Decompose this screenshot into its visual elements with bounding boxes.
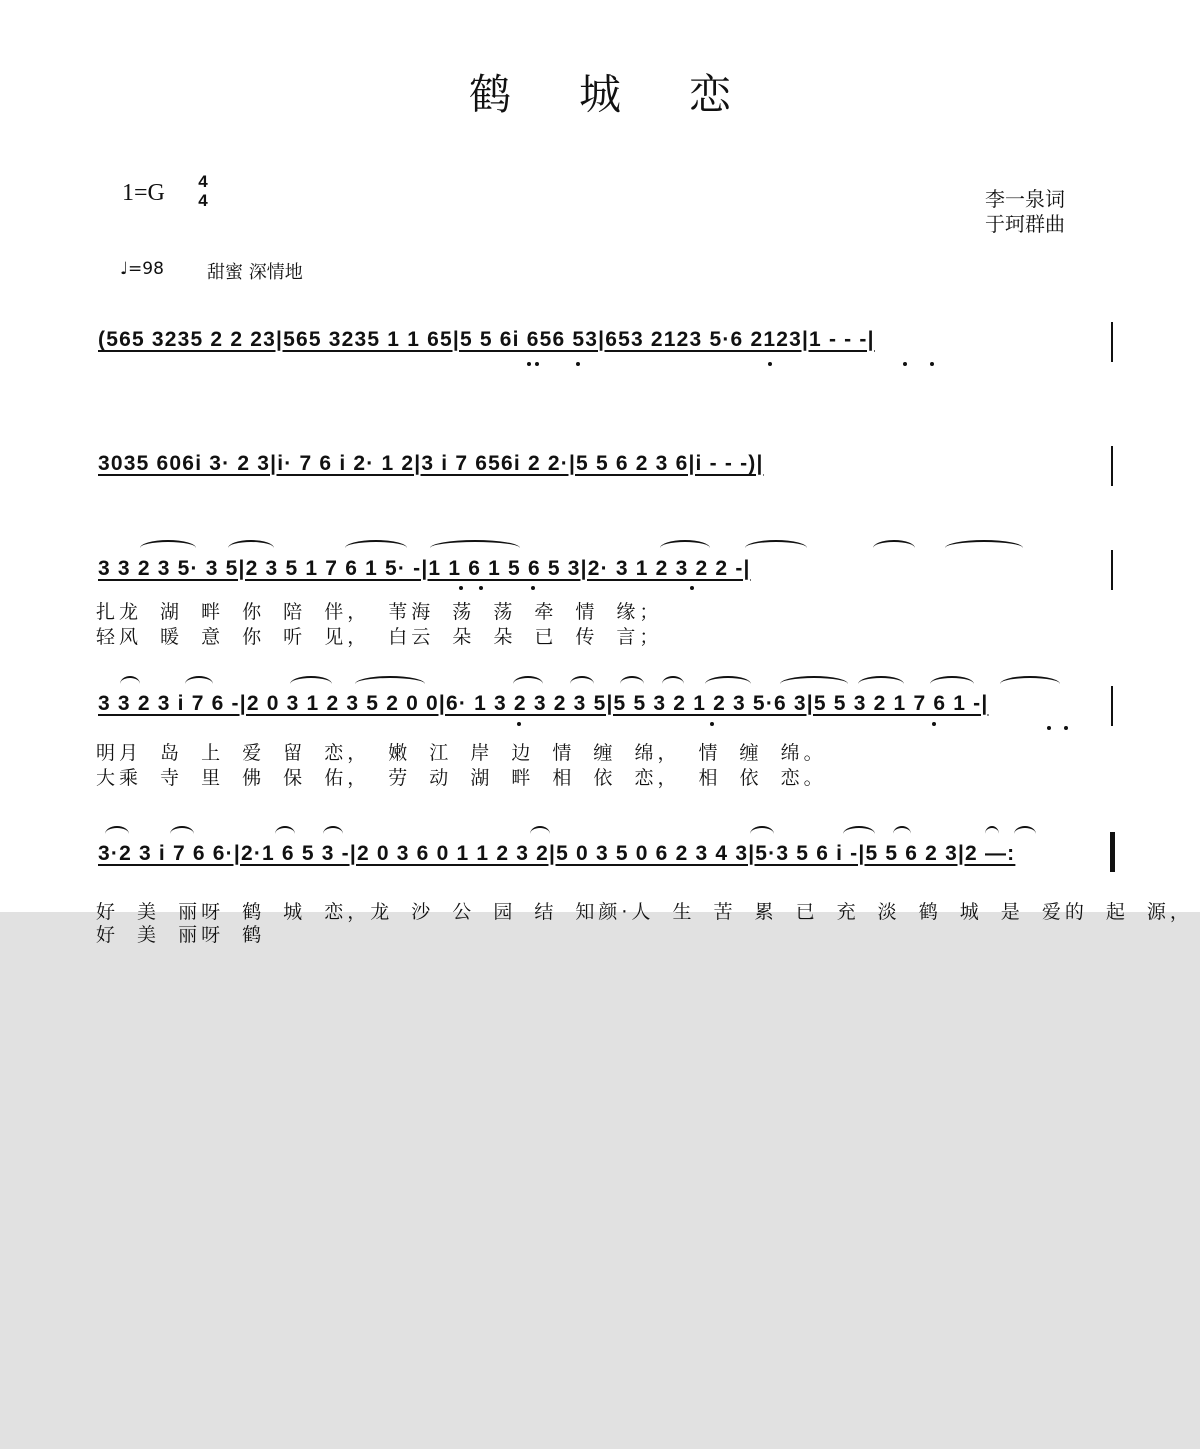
slur-mark — [290, 676, 332, 692]
slur-mark — [745, 540, 807, 556]
slur-mark — [120, 676, 140, 692]
song-title: 鹤城恋 — [468, 70, 799, 119]
slur-mark — [945, 540, 1023, 556]
octave-dot — [930, 362, 934, 366]
lyric-line-4-verse-2: 大乘 寺 里 佛 保 佑， 劳 动 湖 畔 相 依 恋， 相 依 恋。 — [96, 767, 827, 789]
lyric-line-3-verse-1: 扎龙 湖 畔 你 陪 伴， 苇海 荡 荡 牵 情 缘； — [96, 601, 663, 623]
barline — [1111, 446, 1113, 486]
octave-dot — [1047, 726, 1051, 730]
lyric-line-3-verse-2: 轻风 暖 意 你 听 见， 白云 朵 朵 已 传 言； — [96, 626, 663, 648]
octave-dot — [932, 722, 936, 726]
octave-dot — [576, 362, 580, 366]
octave-dot — [479, 586, 483, 590]
slur-mark — [185, 676, 213, 692]
expression-marking: 甜蜜 深情地 — [207, 262, 303, 283]
slur-mark — [750, 826, 774, 842]
slur-mark — [345, 540, 407, 556]
octave-dot — [690, 586, 694, 590]
time-signature — [192, 172, 214, 210]
notation-line-3: 3 3 2 3 5· 3 5|2 3 5 1 7 6 1 5· -|1 1 6 1 5 6 5 3|2· 3 1 2 3 2 2 -| — [98, 557, 751, 580]
slur-mark — [1000, 676, 1060, 692]
slur-mark — [530, 826, 550, 842]
slur-mark — [228, 540, 274, 556]
slur-mark — [140, 540, 196, 556]
notation-line-1: (565 3235 2 2 23|565 3235 1 1 65|5 5 6i 656 53|653 2123 5·6 2123|1 - - -| — [98, 328, 875, 351]
octave-dot — [1064, 726, 1068, 730]
octave-dot — [768, 362, 772, 366]
octave-dot — [459, 586, 463, 590]
slur-mark — [780, 676, 848, 692]
barline — [1111, 686, 1113, 726]
octave-dot — [527, 362, 531, 366]
slur-mark — [985, 826, 999, 842]
notation-line-5: 3·2 3 i 7 6 6·|2·1 6 5 3 -|2 0 3 6 0 1 1 2 3 2|5 0 3 5 0 6 2 3 4 3|5·3 5 6 i -|5 5 6 2 3|2 —: — [98, 842, 1016, 865]
slur-mark — [930, 676, 974, 692]
slur-mark — [843, 826, 875, 842]
time-signature-bottom: 4 — [198, 191, 208, 210]
slur-mark — [570, 676, 594, 692]
lyric-line-5-verse-2: 好 美 丽呀 鹤 — [96, 924, 266, 946]
notation-line-4: 3 3 2 3 i 7 6 -|2 0 3 1 2 3 5 2 0 0|6· 1 3 2 3 2 3 5|5 5 3 2 1 2 3 5·6 3|5 5 3 2 1 7 6 1 -| — [98, 692, 989, 715]
slur-mark — [620, 676, 644, 692]
slur-mark — [1014, 826, 1036, 842]
slur-mark — [513, 676, 543, 692]
slur-mark — [705, 676, 751, 692]
lyric-line-5-verse-1: 好 美 丽呀 鹤 城 恋，龙 沙 公 园 结 知颜·人 生 苦 累 已 充 淡 鹤 城 是 爱的 起 源， — [96, 901, 1193, 923]
octave-dot — [903, 362, 907, 366]
final-barline — [1110, 832, 1115, 872]
time-signature-top: 4 — [198, 172, 208, 191]
slur-mark — [893, 826, 911, 842]
barline — [1111, 550, 1113, 590]
octave-dot — [710, 722, 714, 726]
slur-mark — [275, 826, 295, 842]
lyric-line-4-verse-1: 明月 岛 上 爱 留 恋， 嫩 江 岸 边 情 缠 绵， 情 缠 绵。 — [96, 742, 827, 764]
slur-mark — [170, 826, 194, 842]
tempo-marking: ♩=98 — [120, 259, 164, 279]
notation-line-2: 3035 606i 3· 2 3|i· 7 6 i 2· 1 2|3 i 7 656i 2 2·|5 5 6 2 3 6|i - - -)| — [98, 452, 764, 475]
slur-mark — [660, 540, 710, 556]
slur-mark — [873, 540, 915, 556]
slur-mark — [323, 826, 343, 842]
key-signature: 1=G — [122, 180, 165, 206]
slur-mark — [662, 676, 684, 692]
octave-dot — [517, 722, 521, 726]
slur-mark — [430, 540, 520, 556]
slur-mark — [355, 676, 425, 692]
octave-dot — [535, 362, 539, 366]
composer-credit: 于珂群曲 — [985, 212, 1065, 236]
lyricist-credit: 李一泉词 — [985, 187, 1065, 211]
octave-dot — [531, 586, 535, 590]
slur-mark — [105, 826, 129, 842]
barline — [1111, 322, 1113, 362]
slur-mark — [858, 676, 904, 692]
